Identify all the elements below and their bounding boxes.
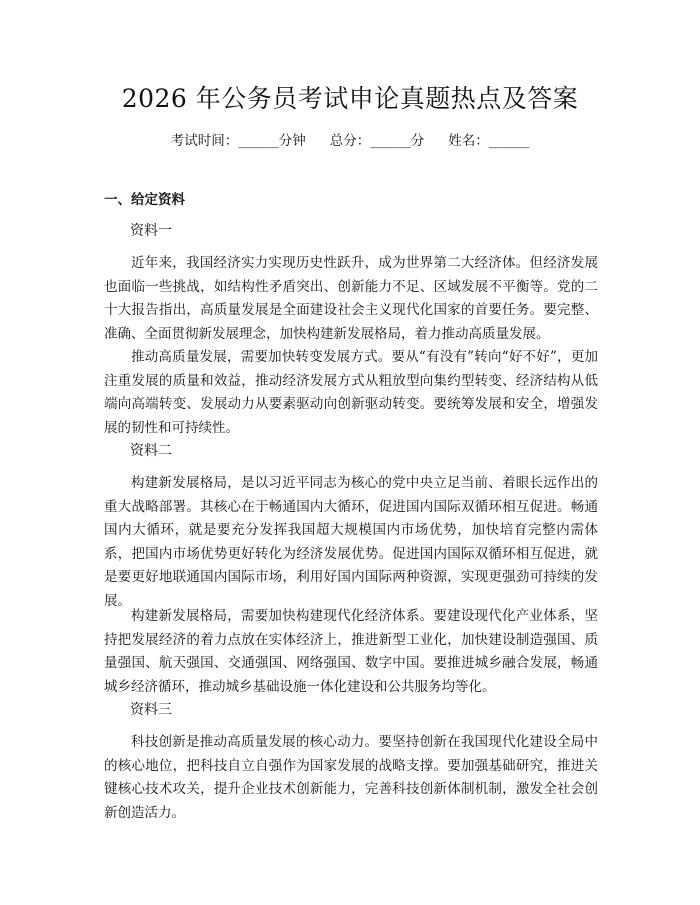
total-score-field: 总分：______分 xyxy=(329,133,425,149)
material-label-3: 资料三 xyxy=(130,702,172,718)
material-1-paragraph-2: 推动高质量发展，需要加快转变发展方式。要从“有没有”转向“好不好”，更加注重发展的质量和效益，推动经济发展方式从粗放型向集约型转变、经济结构从低端向高端转变、发展动力从要素驱动向创新驱动转变。要统筹发展和安全，增强发展的韧性和可持续性。 xyxy=(104,349,598,436)
material-label-1: 资料一 xyxy=(130,223,172,239)
name-field: 姓名：______ xyxy=(448,133,530,149)
section-heading: 一、给定资料 xyxy=(104,192,185,208)
document-title: 2026 年公务员考试申论真题热点及答案 xyxy=(121,84,579,113)
material-2-paragraph-2: 构建新发展格局，需要加快构建现代化经济体系。要建设现代化产业体系，坚持把发展经济的着力点放在实体经济上，推进新型工业化，加快建设制造强国、质量强国、航天强国、交通强国、网络强国、数字中国。要推进城乡融合发展，畅通城乡经济循环，推动城乡基础设施一体化建设和公共服务均等化。 xyxy=(104,608,598,695)
material-3-paragraph-1: 科技创新是推动高质量发展的核心动力。要坚持创新在我国现代化建设全局中的核心地位，把科技自立自强作为国家发展的战略支撑。要加强基础研究，推进关键核心技术攻关，提升企业技术创新能力，完善科技创新体制机制，激发全社会创新创造活力。 xyxy=(104,734,598,821)
material-1-paragraph-1: 近年来，我国经济实力实现历史性跃升，成为世界第二大经济体。但经济发展也面临一些挑战，如结构性矛盾突出、创新能力不足、区域发展不平衡等。党的二十大报告指出，高质量发展是全面建设社会主义现代化国家的首要任务。要完整、准确、全面贯彻新发展理念，加快构建新发展格局，着力推动高质量发展。 xyxy=(104,255,598,342)
material-2-paragraph-1: 构建新发展格局，是以习近平同志为核心的党中央立足当前、着眼长远作出的重大战略部署。其核心在于畅通国内大循环，促进国内国际双循环相互促进。畅通国内大循环，就是要充分发挥我国超大规模国内市场优势，加快培育完整内需体系，把国内市场优势更好转化为经济发展优势。促进国内国际双循环相互促进，就是要更好地联通国内国际市场，利用好国内国际两种资源，实现更强劲可持续的发展。 xyxy=(104,475,598,609)
exam-time-field: 考试时间：______分钟 xyxy=(170,133,306,149)
exam-meta xyxy=(0,131,700,151)
material-label-2: 资料二 xyxy=(130,443,172,459)
